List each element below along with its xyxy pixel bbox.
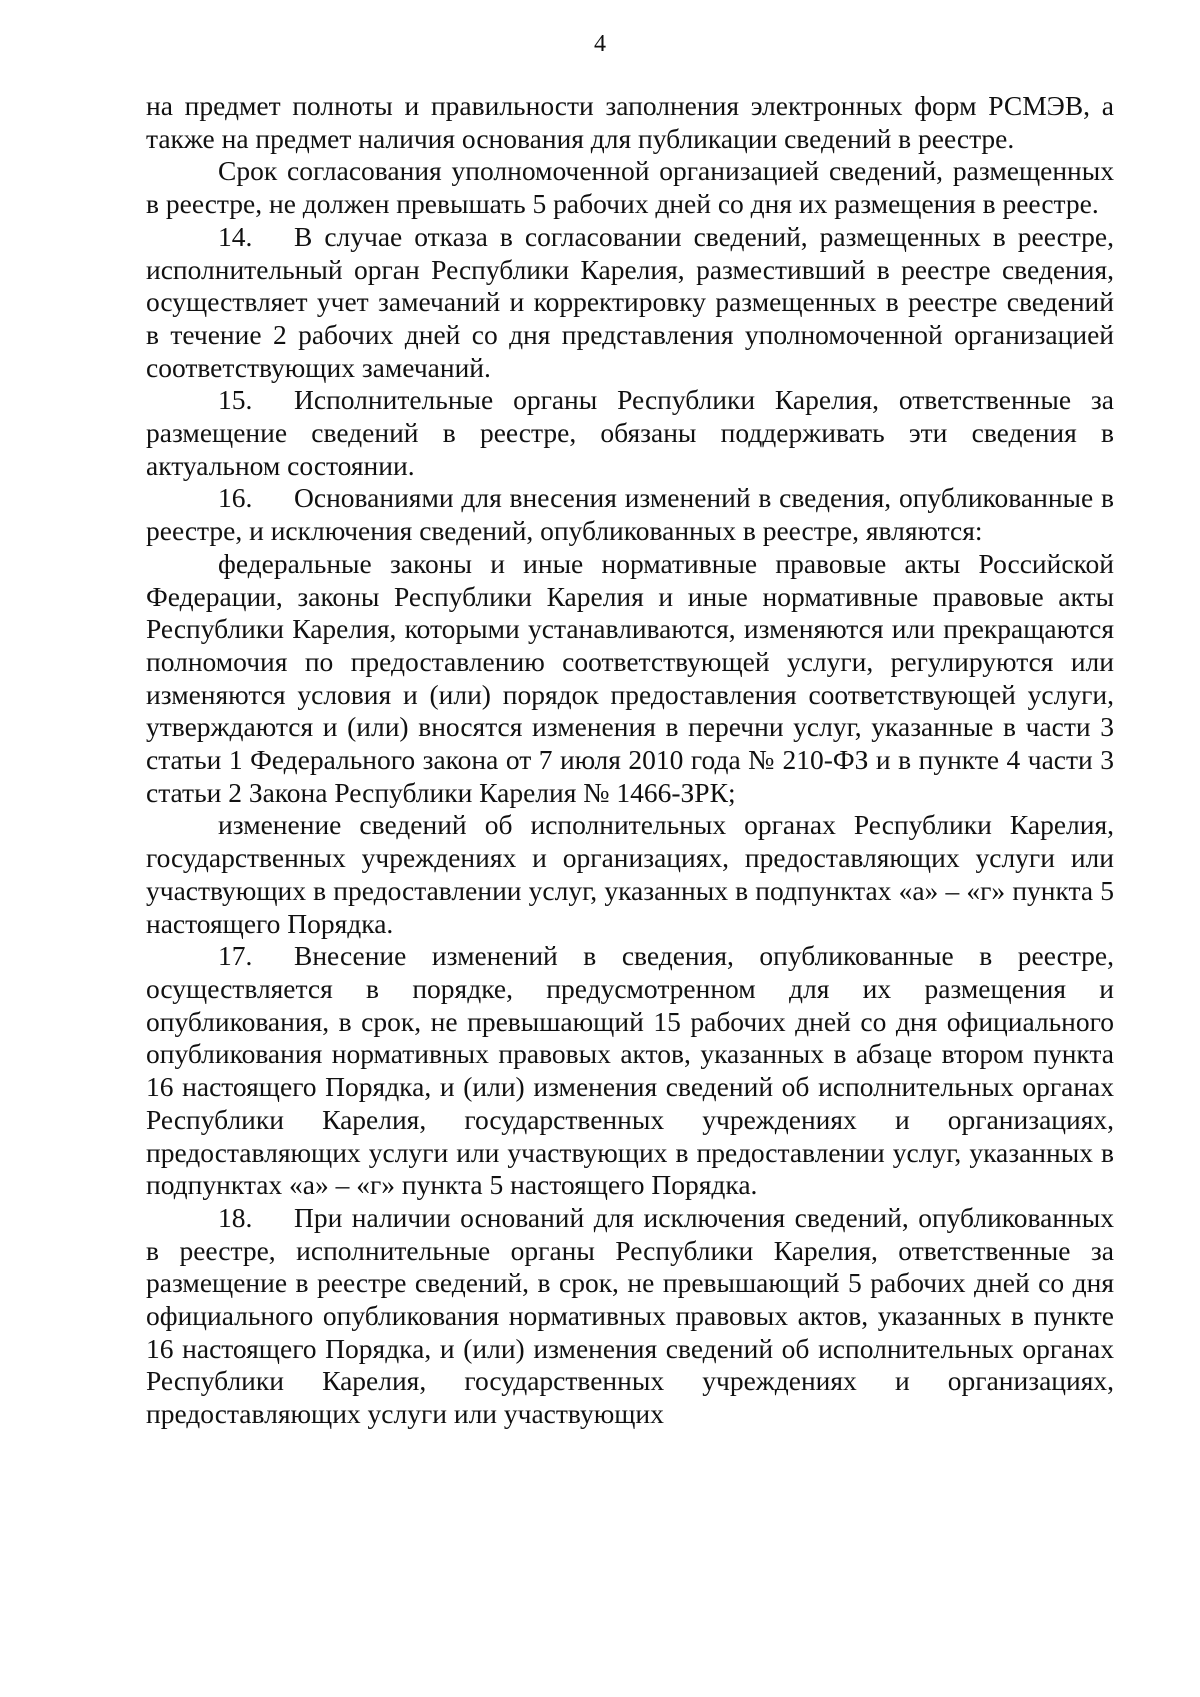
- paragraph-text: Исполнительные органы Республики Карелия, ответственные за размещение сведений в реестре, обязаны поддерживать эти сведения в актуальном состоянии.: [146, 384, 1114, 481]
- paragraph-17: [146, 940, 1114, 1202]
- paragraph-number: 16.: [218, 482, 253, 514]
- paragraph-text: При наличии оснований для исключения сведений, опубликованных в реестре, исполнительные органы Республики Карелия, ответственные за размещение в реестре сведений, в срок, не превышающий 5 рабочих дней со дня официального опубликования нормативных правовых актов, указанных в пункте 16 настоящего Порядка, и (или) изменения сведений об исполнительных органах Республики Карелия, государственных учреждениях и организациях, предоставляющих услуги или участвующих: [146, 1201, 1114, 1430]
- paragraph-14: [146, 221, 1114, 385]
- paragraph-16-item-laws: [146, 548, 1114, 810]
- paragraph-number: 18.: [218, 1201, 253, 1233]
- paragraph-number: 15.: [218, 384, 253, 416]
- paragraph-continuation: [146, 90, 1114, 155]
- paragraph-number: 14.: [218, 220, 253, 252]
- paragraph-text: федеральные законы и иные нормативные правовые акты Российской Федерации, законы Республики Карелия и иные нормативные правовые акты Республики Карелия, которыми устанавливаются, изменяются или прекращаются полномочия по предоставлению соответствующей услуги, регулируются или изменяются условия и (или) порядок предоставления соответствующей услуги, утверждаются и (или) вносятся изменения в перечни услуг, указанные в части 3 статьи 1 Федерального закона от 7 июля 2010 года № 210-ФЗ и в пункте 4 части 3 статьи 2 Закона Республики Карелия № 1466-ЗРК;: [146, 547, 1114, 808]
- paragraph-18: [146, 1202, 1114, 1431]
- paragraph-text: В случае отказа в согласовании сведений, размещенных в реестре, исполнительный орган Республики Карелия, разместивший в реестре сведения, осуществляет учет замечаний и корректировку размещенных в реестре сведений в течение 2 рабочих дней со дня представления уполномоченной организацией соответствующих замечаний.: [146, 220, 1114, 383]
- document-body: [146, 90, 1114, 1431]
- page-number: 4: [594, 31, 606, 57]
- paragraph-text: изменение сведений об исполнительных органах Республики Карелия, государственных учреждениях и организациях, предоставляющих услуги или участвующих в предоставлении услуг, указанных в подпунктах «а» – «г» пункта 5 настоящего Порядка.: [146, 809, 1114, 939]
- paragraph-deadline: [146, 155, 1114, 220]
- paragraph-text: на предмет полноты и правильности заполнения электронных форм РСМЭВ, а также на предмет наличия основания для публикации сведений в реестре.: [146, 90, 1114, 154]
- paragraph-16: [146, 482, 1114, 547]
- paragraph-text: Внесение изменений в сведения, опубликованные в реестре, осуществляется в порядке, предусмотренном для их размещения и опубликования, в срок, не превышающий 15 рабочих дней со дня официального опубликования нормативных правовых актов, указанных в абзаце втором пункта 16 настоящего Порядка, и (или) изменения сведений об исполнительных органах Республики Карелия, государственных учреждениях и организациях, предоставляющих услуги или участвующих в предоставлении услуг, указанных в подпунктах «а» – «г» пункта 5 настоящего Порядка.: [146, 940, 1114, 1201]
- paragraph-16-item-changes: [146, 809, 1114, 940]
- paragraph-text: Срок согласования уполномоченной организацией сведений, размещенных в реестре, не должен превышать 5 рабочих дней со дня их размещения в реестре.: [146, 155, 1114, 220]
- paragraph-text: Основаниями для внесения изменений в сведения, опубликованные в реестре, и исключения сведений, опубликованных в реестре, являются:: [146, 482, 1114, 547]
- paragraph-15: [146, 384, 1114, 482]
- paragraph-number: 17.: [218, 940, 253, 972]
